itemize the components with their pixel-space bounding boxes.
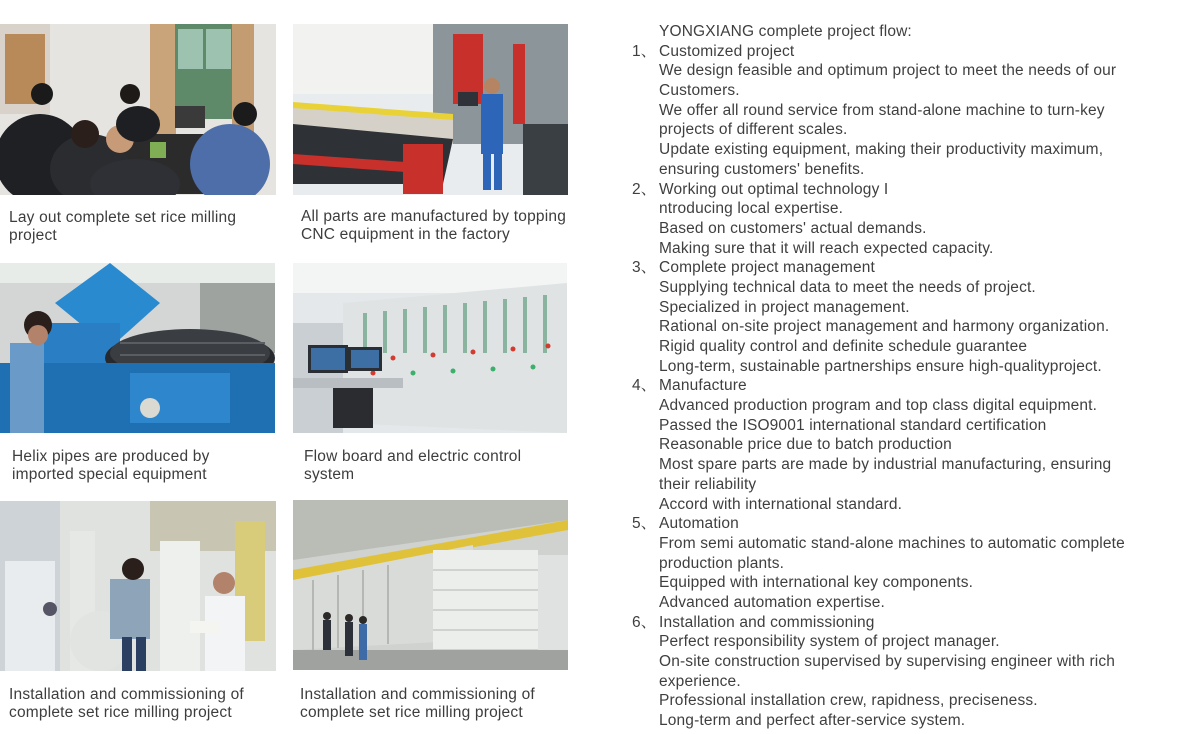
flow-item: production plants. [659, 554, 785, 572]
section-number: 2、 [632, 180, 657, 198]
section-number: 3、 [632, 259, 657, 277]
photo-caption: Flow board and electric control system [304, 448, 522, 483]
flow-item: Advanced automation expertise. [659, 593, 885, 611]
flow-item: Specialized in project management. [659, 298, 910, 316]
flow-item: We offer all round service from stand-alone machine to turn-key [659, 101, 1105, 119]
flow-item: ensuring customers' benefits. [659, 160, 865, 178]
flow-item: On-site construction supervised by supervising engineer with rich [659, 653, 1116, 670]
flow-item: From semi automatic stand-alone machines to automatic complete [659, 534, 1125, 552]
flow-item: We design feasible and optimum project to meet the needs of our [659, 62, 1117, 80]
section-heading [632, 376, 1172, 396]
flow-item: projects of different scales. [659, 121, 848, 139]
flow-item: Most spare parts are made by industrial manufacturing, ensuring [659, 456, 1112, 474]
photo-caption: All parts are manufactured by topping CNC equipment in the factory [301, 208, 567, 243]
flow-item: Perfect responsibility system of project manager. [659, 633, 1000, 651]
flow-item: ntroducing local expertise. [659, 200, 844, 218]
photo-helix-pipes [0, 263, 275, 433]
section-title: Installation and commissioning [659, 613, 875, 631]
section-number: 6、 [632, 613, 657, 631]
photo-cnc-workshop [293, 24, 568, 195]
section-title: Complete project management [659, 259, 875, 277]
photo-project-meeting [0, 24, 276, 195]
photo-control-room [293, 263, 567, 433]
flow-title: YONGXIANG complete project flow: [659, 23, 912, 40]
flow-item: Making sure that it will reach expected capacity. [659, 239, 994, 257]
flow-item: Reasonable price due to batch production [659, 436, 952, 454]
flow-item: Based on customers' actual demands. [659, 219, 927, 237]
section-number: 1、 [632, 42, 657, 60]
photo-caption: Installation and commissioning of complete set rice milling project [300, 686, 535, 721]
flow-item: Professional installation crew, rapidness, preciseness. [659, 692, 1038, 710]
photo-caption: Helix pipes are produced by imported special equipment [12, 448, 210, 483]
photo-commissioning-2 [293, 500, 568, 670]
section-title: Working out optimal technology I [659, 180, 889, 198]
section-title: Customized project [659, 42, 795, 60]
photo-commissioning-1 [0, 501, 276, 671]
photo-caption: Installation and commissioning of complete set rice milling project [9, 686, 244, 721]
section-title: Automation [659, 515, 739, 533]
project-flow [632, 22, 1172, 731]
section-heading [632, 180, 1172, 200]
flow-item: Long-term, sustainable partnerships ensure high-qualityproject. [659, 357, 1102, 375]
flow-item: Rational on-site project management and harmony organization. [659, 318, 1110, 336]
flow-item: Advanced production program and top class digital equipment. [659, 397, 1098, 415]
section-number: 5、 [632, 515, 657, 533]
section-heading [632, 42, 1172, 62]
flow-item: Update existing equipment, making their productivity maximum, [659, 141, 1104, 159]
section-title: Manufacture [659, 377, 747, 395]
section-number: 4、 [632, 377, 657, 395]
flow-item: Long-term and perfect after-service system. [659, 712, 966, 730]
section-heading [632, 613, 1172, 633]
flow-item: Passed the ISO9001 international standard certification [659, 416, 1047, 434]
flow-item: Rigid quality control and definite schedule guarantee [659, 338, 1028, 355]
photo-caption: Lay out complete set rice milling project [9, 209, 237, 244]
section-heading [632, 514, 1172, 534]
flow-item: their reliability [659, 475, 757, 493]
flow-item: Customers. [659, 82, 740, 100]
flow-item: Equipped with international key components. [659, 574, 974, 592]
flow-item: experience. [659, 672, 741, 690]
flow-item: Accord with international standard. [659, 495, 903, 513]
flow-item: Supplying technical data to meet the needs of project. [659, 278, 1036, 296]
section-heading [632, 258, 1172, 278]
